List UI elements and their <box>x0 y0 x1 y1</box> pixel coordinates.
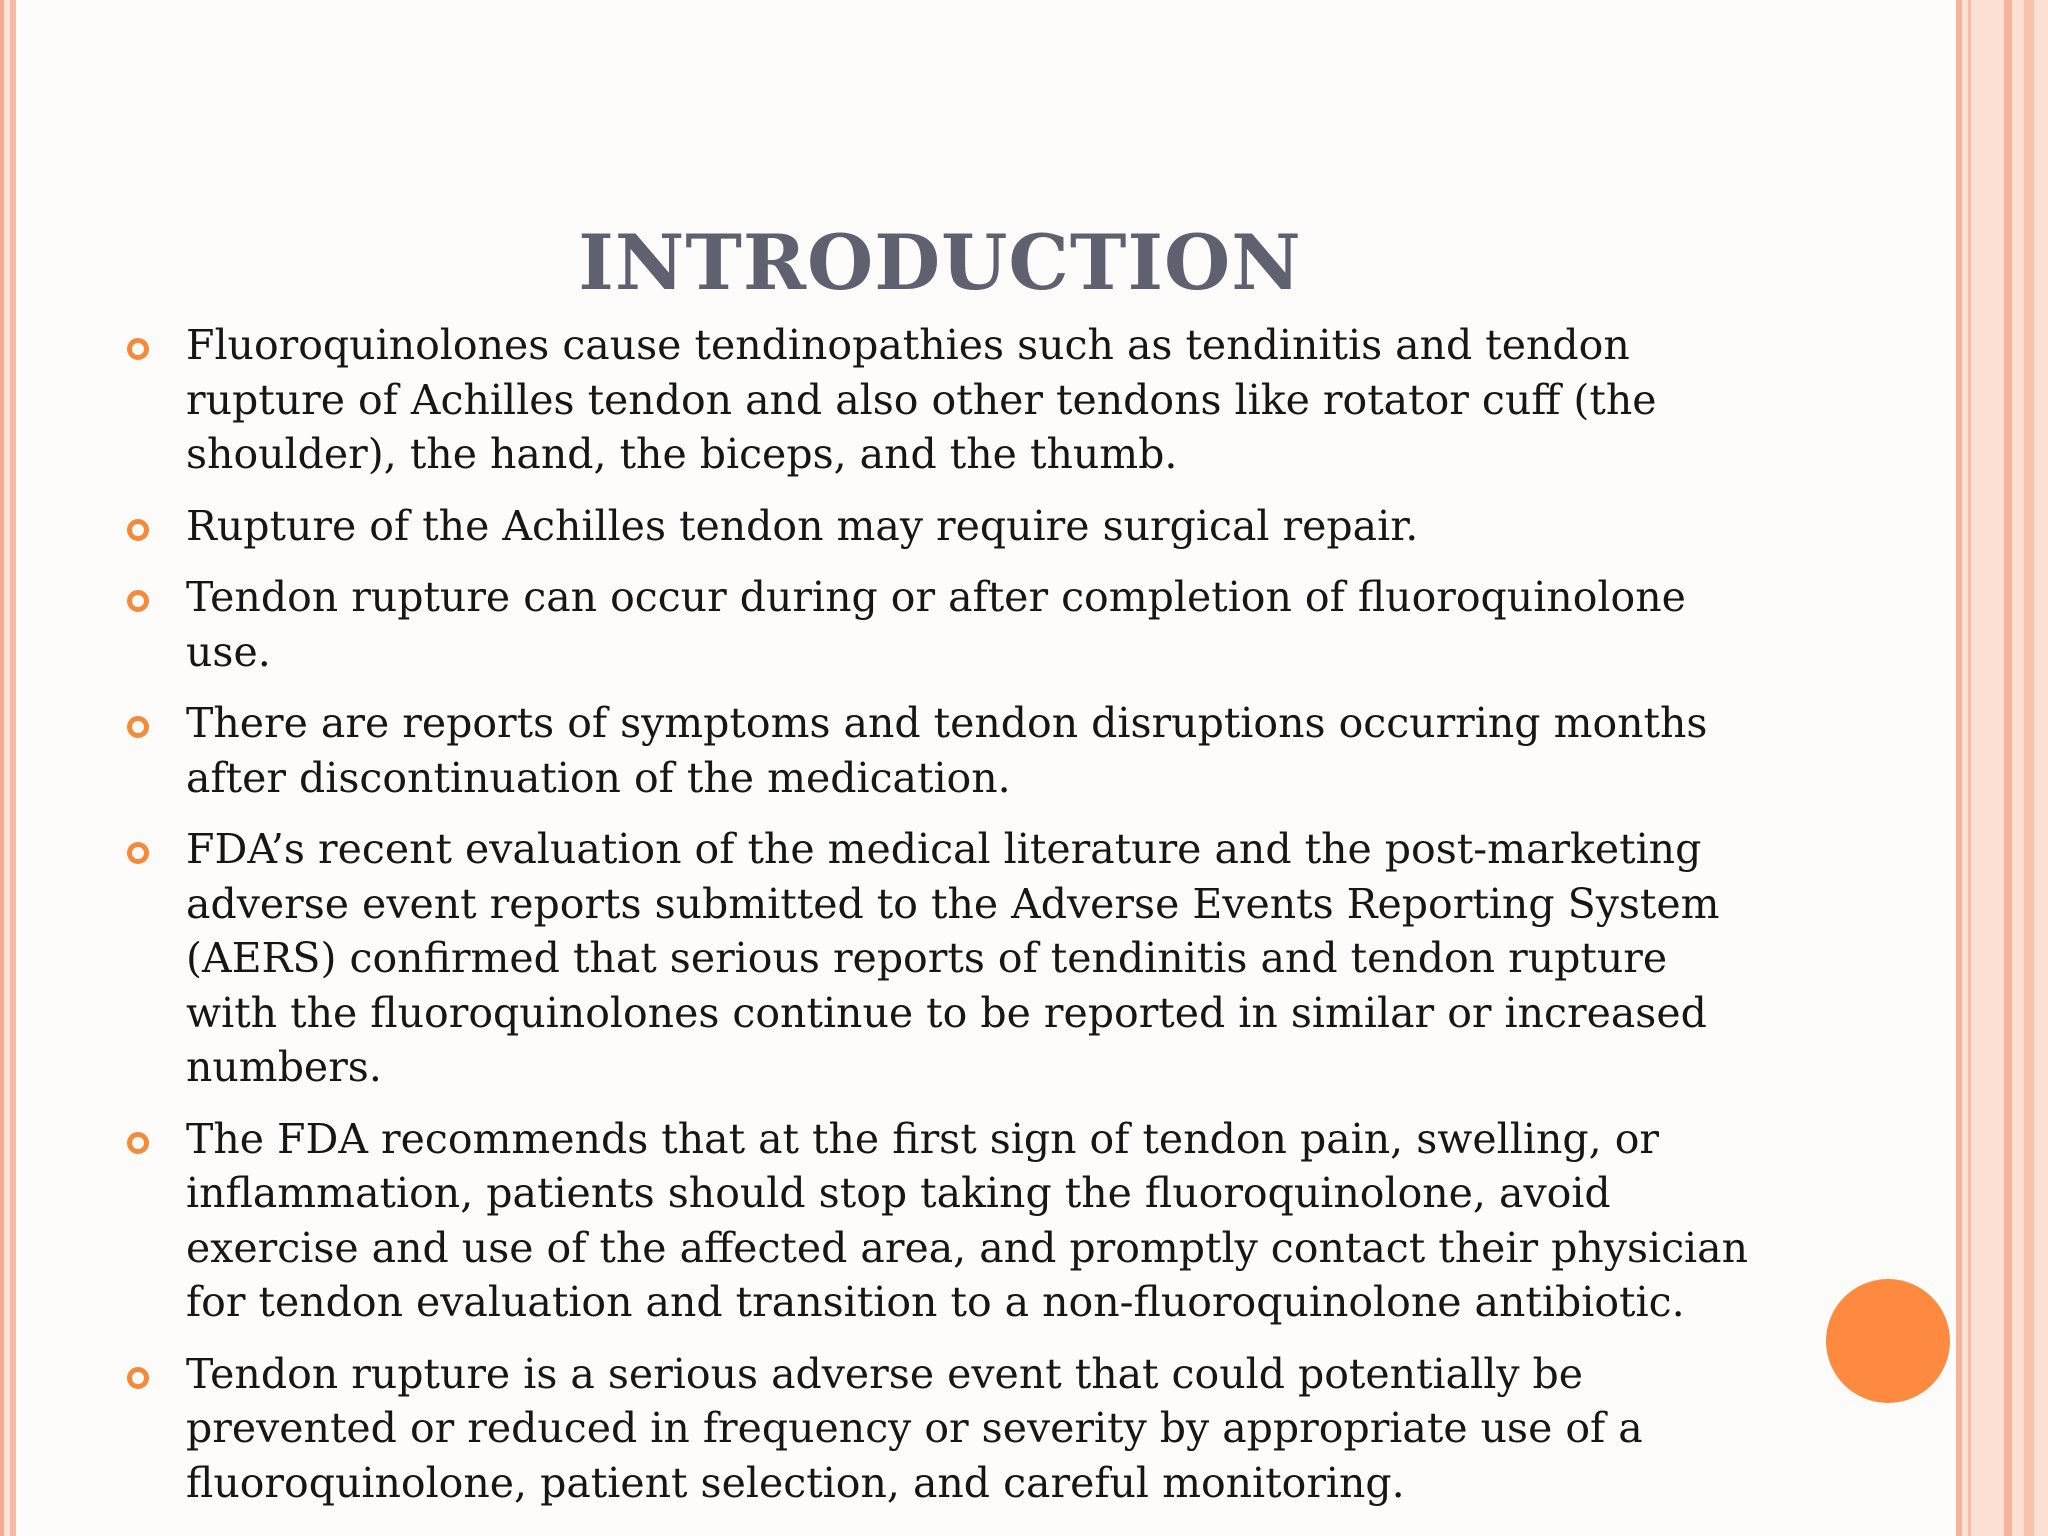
right-stripe <box>2024 0 2034 1536</box>
hollow-circle-bullet-icon <box>127 1367 149 1389</box>
bullet-text: Rupture of the Achilles tendon may require surgical repair. <box>186 501 1419 550</box>
bullet-text: The FDA recommends that at the first sign of tendon pain, swelling, or inflammation, patients should stop taking the fluoroquinolone, avoid exercise and use of the affected area, and promptly contact their physician for tendon evaluation and transition to a non-fluoroquinolone antibiotic. <box>186 1114 1749 1326</box>
right-stripe <box>1968 0 1971 1536</box>
bullet-text: Tendon rupture is a serious adverse event that could potentially be prevented or reduced in frequency or severity by appropriate use of a fluoroquinolone, patient selection, and careful monitoring. <box>186 1349 1643 1507</box>
bullet-list <box>124 318 1764 1527</box>
bullet-text: There are reports of symptoms and tendon disruptions occurring months after discontinuation of the medication. <box>186 699 1708 802</box>
list-item <box>124 696 1764 805</box>
list-item <box>124 822 1764 1095</box>
bullet-text: FDA’s recent evaluation of the medical literature and the post-marketing adverse event reports submitted to the Adverse Events Reporting System (AERS) confirmed that serious reports of tendinitis and tendon rupture with the fluoroquinolones continue to be reported in similar or increased numbers. <box>186 825 1720 1091</box>
hollow-circle-bullet-icon <box>127 590 149 612</box>
hollow-circle-bullet-icon <box>127 842 149 864</box>
hollow-circle-bullet-icon <box>127 1132 149 1154</box>
orange-circle-decoration <box>1826 1279 1950 1403</box>
right-stripe <box>2004 0 2012 1536</box>
slide-title: INTRODUCTION <box>578 218 1302 307</box>
right-decorative-band <box>1956 0 2048 1536</box>
hollow-circle-bullet-icon <box>127 716 149 738</box>
list-item <box>124 1347 1764 1511</box>
list-item <box>124 499 1764 554</box>
bullet-text: Tendon rupture can occur during or after completion of fluoroquinolone use. <box>186 573 1686 676</box>
hollow-circle-bullet-icon <box>127 519 149 541</box>
hollow-circle-bullet-icon <box>127 338 149 360</box>
list-item <box>124 1112 1764 1330</box>
list-item <box>124 570 1764 679</box>
list-item <box>124 318 1764 482</box>
right-stripe <box>1956 0 1962 1536</box>
bullet-text: Fluoroquinolones cause tendinopathies such as tendinitis and tendon rupture of Achilles tendon and also other tendons like rotator cuff (the shoulder), the hand, the biceps, and the thumb. <box>186 321 1657 478</box>
